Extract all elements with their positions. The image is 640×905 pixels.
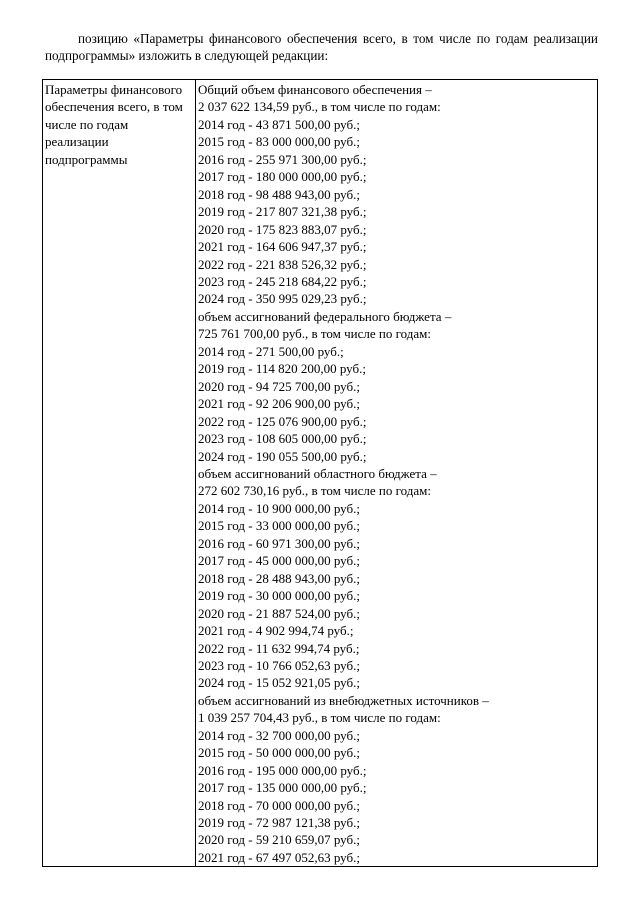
value-line: 2022 год - 125 076 900,00 руб.; — [198, 413, 367, 429]
value-line: Общий объем финансового обеспечения – — [198, 82, 432, 97]
intro-paragraph: позицию «Параметры финансового обеспечения всего, в том числе по годам реализации подпрограммы» изложить в следующей редакции: — [45, 31, 598, 63]
value-line: 2019 год - 72 987 121,38 руб.; — [198, 815, 360, 831]
value-line: 1 039 257 704,43 руб., в том числе по годам: — [198, 710, 441, 726]
value-line: 2017 год - 45 000 000,00 руб.; — [198, 553, 360, 569]
parameter-values-cell — [196, 80, 598, 867]
value-line: 272 602 730,16 руб., в том числе по годам: — [198, 483, 431, 499]
value-line: 2015 год - 33 000 000,00 руб.; — [198, 518, 360, 534]
value-line: 2023 год - 245 218 684,22 руб.; — [198, 273, 367, 289]
value-line: 2016 год - 60 971 300,00 руб.; — [198, 535, 360, 551]
value-line: 2021 год - 4 902 994,74 руб.; — [198, 623, 354, 639]
value-line: 2015 год - 50 000 000,00 руб.; — [198, 745, 360, 761]
value-line: 2014 год - 10 900 000,00 руб.; — [198, 500, 360, 516]
value-line: 2018 год - 28 488 943,00 руб.; — [198, 570, 360, 586]
value-line: объем ассигнований федерального бюджета – — [198, 308, 452, 324]
value-line: 2 037 622 134,59 руб., в том числе по годам: — [198, 99, 441, 115]
value-line: 2019 год - 114 820 200,00 руб.; — [198, 361, 366, 377]
value-line: 2021 год - 67 497 052,63 руб.; — [198, 849, 360, 865]
value-line: 2014 год - 32 700 000,00 руб.; — [198, 727, 360, 743]
value-line: 2016 год - 195 000 000,00 руб.; — [198, 762, 367, 778]
value-line: 2021 год - 164 606 947,37 руб.; — [198, 239, 367, 255]
table-row — [43, 80, 598, 867]
value-line: 2018 год - 70 000 000,00 руб.; — [198, 797, 360, 813]
value-line: 2017 год - 180 000 000,00 руб.; — [198, 169, 367, 185]
parameter-label-cell — [43, 80, 196, 867]
value-line: 2015 год - 83 000 000,00 руб.; — [198, 134, 360, 150]
value-line: 2020 год - 59 210 659,07 руб.; — [198, 832, 360, 848]
value-line: 2016 год - 255 971 300,00 руб.; — [198, 151, 367, 167]
value-line: 2020 год - 94 725 700,00 руб.; — [198, 378, 360, 394]
value-line: 2024 год - 350 995 029,23 руб.; — [198, 291, 367, 307]
value-line: 2021 год - 92 206 900,00 руб.; — [198, 396, 360, 412]
value-line: 2019 год - 217 807 321,38 руб.; — [198, 204, 367, 220]
value-line: 725 761 700,00 руб., в том числе по годам: — [198, 326, 431, 342]
value-line: 2018 год - 98 488 943,00 руб.; — [198, 186, 360, 202]
value-line: 2019 год - 30 000 000,00 руб.; — [198, 588, 360, 604]
value-line: 2020 год - 21 887 524,00 руб.; — [198, 605, 360, 621]
value-line: объем ассигнований из внебюджетных источников – — [198, 692, 489, 708]
value-lines — [196, 81, 597, 866]
value-line: 2022 год - 221 838 526,32 руб.; — [198, 256, 367, 272]
financing-table — [42, 79, 598, 867]
value-line: 2020 год - 175 823 883,07 руб.; — [198, 221, 367, 237]
value-line: 2023 год - 108 605 000,00 руб.; — [198, 431, 367, 447]
parameter-label: Параметры финансового обеспечения всего, в том числе по годам реализации подпрограммы — [45, 82, 183, 167]
value-line: 2024 год - 15 052 921,05 руб.; — [198, 675, 360, 691]
value-line: 2014 год - 43 871 500,00 руб.; — [198, 116, 360, 132]
value-line: объем ассигнований областного бюджета – — [198, 465, 437, 481]
value-line: 2024 год - 190 055 500,00 руб.; — [198, 448, 367, 464]
value-line: 2014 год - 271 500,00 руб.; — [198, 343, 344, 359]
value-line: 2022 год - 11 632 994,74 руб.; — [198, 640, 360, 656]
value-line: 2017 год - 135 000 000,00 руб.; — [198, 780, 367, 796]
value-line: 2023 год - 10 766 052,63 руб.; — [198, 657, 360, 673]
